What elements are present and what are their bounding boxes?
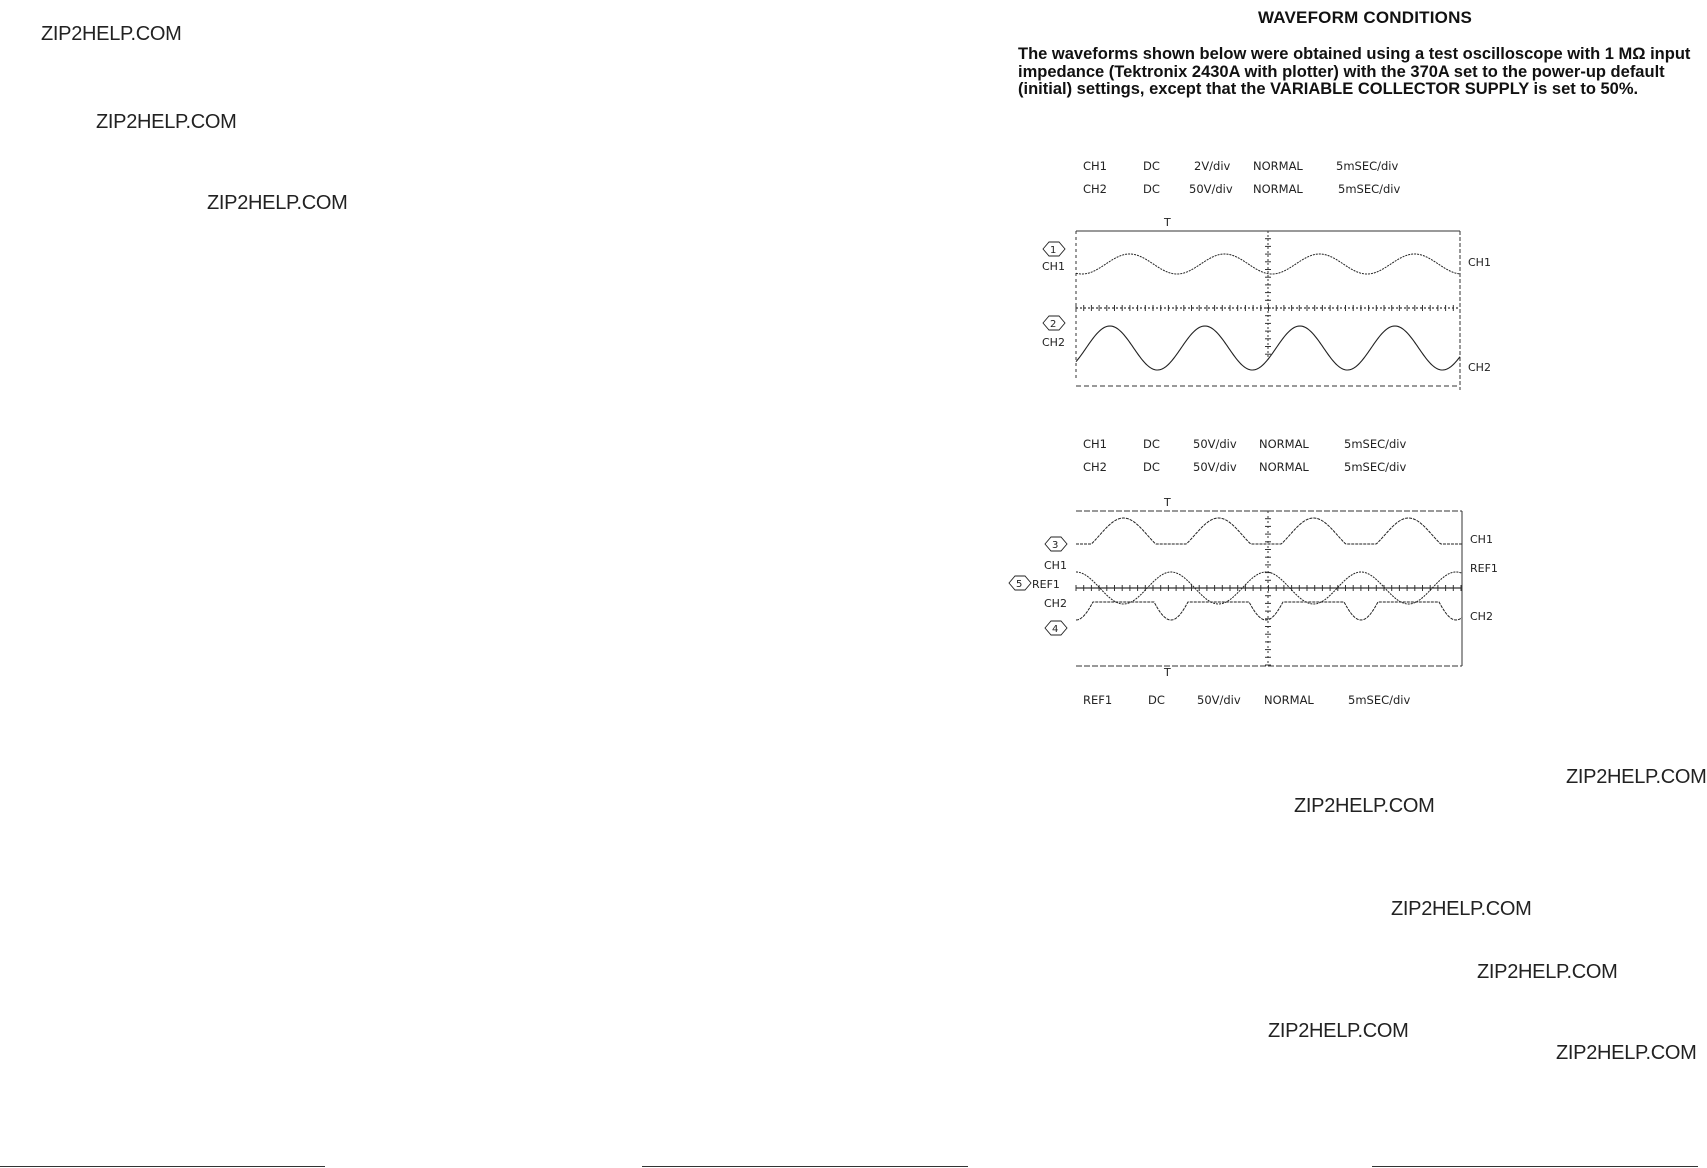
- setting-volts: 50V/div: [1193, 437, 1237, 451]
- divider: [0, 1166, 325, 1167]
- svg-text:1: 1: [1050, 245, 1057, 256]
- setting-time: 5mSEC/div: [1348, 693, 1411, 707]
- scope-display-1: [1000, 210, 1500, 400]
- svg-text:5: 5: [1016, 579, 1023, 590]
- setting-mode: NORMAL: [1259, 460, 1309, 474]
- trigger-marker: T: [1164, 496, 1171, 509]
- setting-volts: 50V/div: [1197, 693, 1241, 707]
- setting-volts: 50V/div: [1189, 182, 1233, 196]
- setting-channel: CH1: [1083, 437, 1107, 451]
- channel-label-right: CH1: [1470, 533, 1493, 546]
- setting-mode: NORMAL: [1253, 182, 1303, 196]
- channel-label-left: CH2: [1044, 597, 1067, 610]
- setting-coupling: DC: [1143, 437, 1160, 451]
- channel-label-left: CH1: [1042, 260, 1065, 273]
- trigger-marker: T: [1164, 216, 1171, 229]
- setting-time: 5mSEC/div: [1344, 460, 1407, 474]
- svg-text:4: 4: [1052, 624, 1059, 635]
- setting-mode: NORMAL: [1259, 437, 1309, 451]
- setting-coupling: DC: [1143, 460, 1160, 474]
- marker-5: [1009, 576, 1031, 590]
- intro-line: The waveforms shown below were obtained using a test oscilloscope with 1 MΩ input: [1018, 45, 1691, 63]
- channel-label-right: CH1: [1468, 256, 1491, 269]
- marker-2: [1043, 316, 1065, 330]
- setting-mode: NORMAL: [1264, 693, 1314, 707]
- svg-text:2: 2: [1050, 319, 1057, 330]
- intro-paragraph: [1018, 46, 1707, 99]
- channel-label-left: CH1: [1044, 559, 1067, 572]
- watermark: ZIP2HELP.COM: [1477, 961, 1618, 983]
- watermark: ZIP2HELP.COM: [96, 111, 237, 133]
- marker-3: [1045, 537, 1067, 551]
- channel-label-right: CH2: [1468, 361, 1491, 374]
- scope-display-2: [1000, 490, 1500, 680]
- setting-time: 5mSEC/div: [1338, 182, 1401, 196]
- watermark: ZIP2HELP.COM: [41, 23, 182, 45]
- channel-label-right: CH2: [1470, 610, 1493, 623]
- divider: [642, 1166, 968, 1167]
- intro-line: (initial) settings, except that the VARIABLE COLLECTOR SUPPLY is set to 50%.: [1018, 80, 1639, 98]
- setting-channel: CH2: [1083, 460, 1107, 474]
- setting-volts: 50V/div: [1193, 460, 1237, 474]
- page-title: WAVEFORM CONDITIONS: [1258, 8, 1473, 27]
- setting-volts: 2V/div: [1194, 159, 1231, 173]
- setting-time: 5mSEC/div: [1336, 159, 1399, 173]
- watermark: ZIP2HELP.COM: [207, 192, 348, 214]
- svg-text:3: 3: [1052, 540, 1059, 551]
- marker-4: [1045, 621, 1067, 635]
- watermark: ZIP2HELP.COM: [1391, 898, 1532, 920]
- setting-time: 5mSEC/div: [1344, 437, 1407, 451]
- watermark: ZIP2HELP.COM: [1294, 795, 1435, 817]
- watermark: ZIP2HELP.COM: [1268, 1020, 1409, 1042]
- intro-line: impedance (Tektronix 2430A with plotter) with the 370A set to the power-up default: [1018, 62, 1665, 81]
- setting-coupling: DC: [1143, 182, 1160, 196]
- setting-coupling: DC: [1143, 159, 1160, 173]
- setting-coupling: DC: [1148, 693, 1165, 707]
- channel-label-left: REF1: [1032, 578, 1060, 591]
- divider: [1372, 1166, 1698, 1167]
- channel-label-right: REF1: [1470, 562, 1498, 575]
- watermark: ZIP2HELP.COM: [1566, 766, 1707, 788]
- trigger-marker: T: [1164, 666, 1171, 679]
- setting-mode: NORMAL: [1253, 159, 1303, 173]
- setting-channel: CH1: [1083, 159, 1107, 173]
- marker-1: [1043, 242, 1065, 256]
- watermark: ZIP2HELP.COM: [1556, 1042, 1697, 1064]
- setting-channel: REF1: [1083, 693, 1113, 707]
- channel-label-left: CH2: [1042, 336, 1065, 349]
- setting-channel: CH2: [1083, 182, 1107, 196]
